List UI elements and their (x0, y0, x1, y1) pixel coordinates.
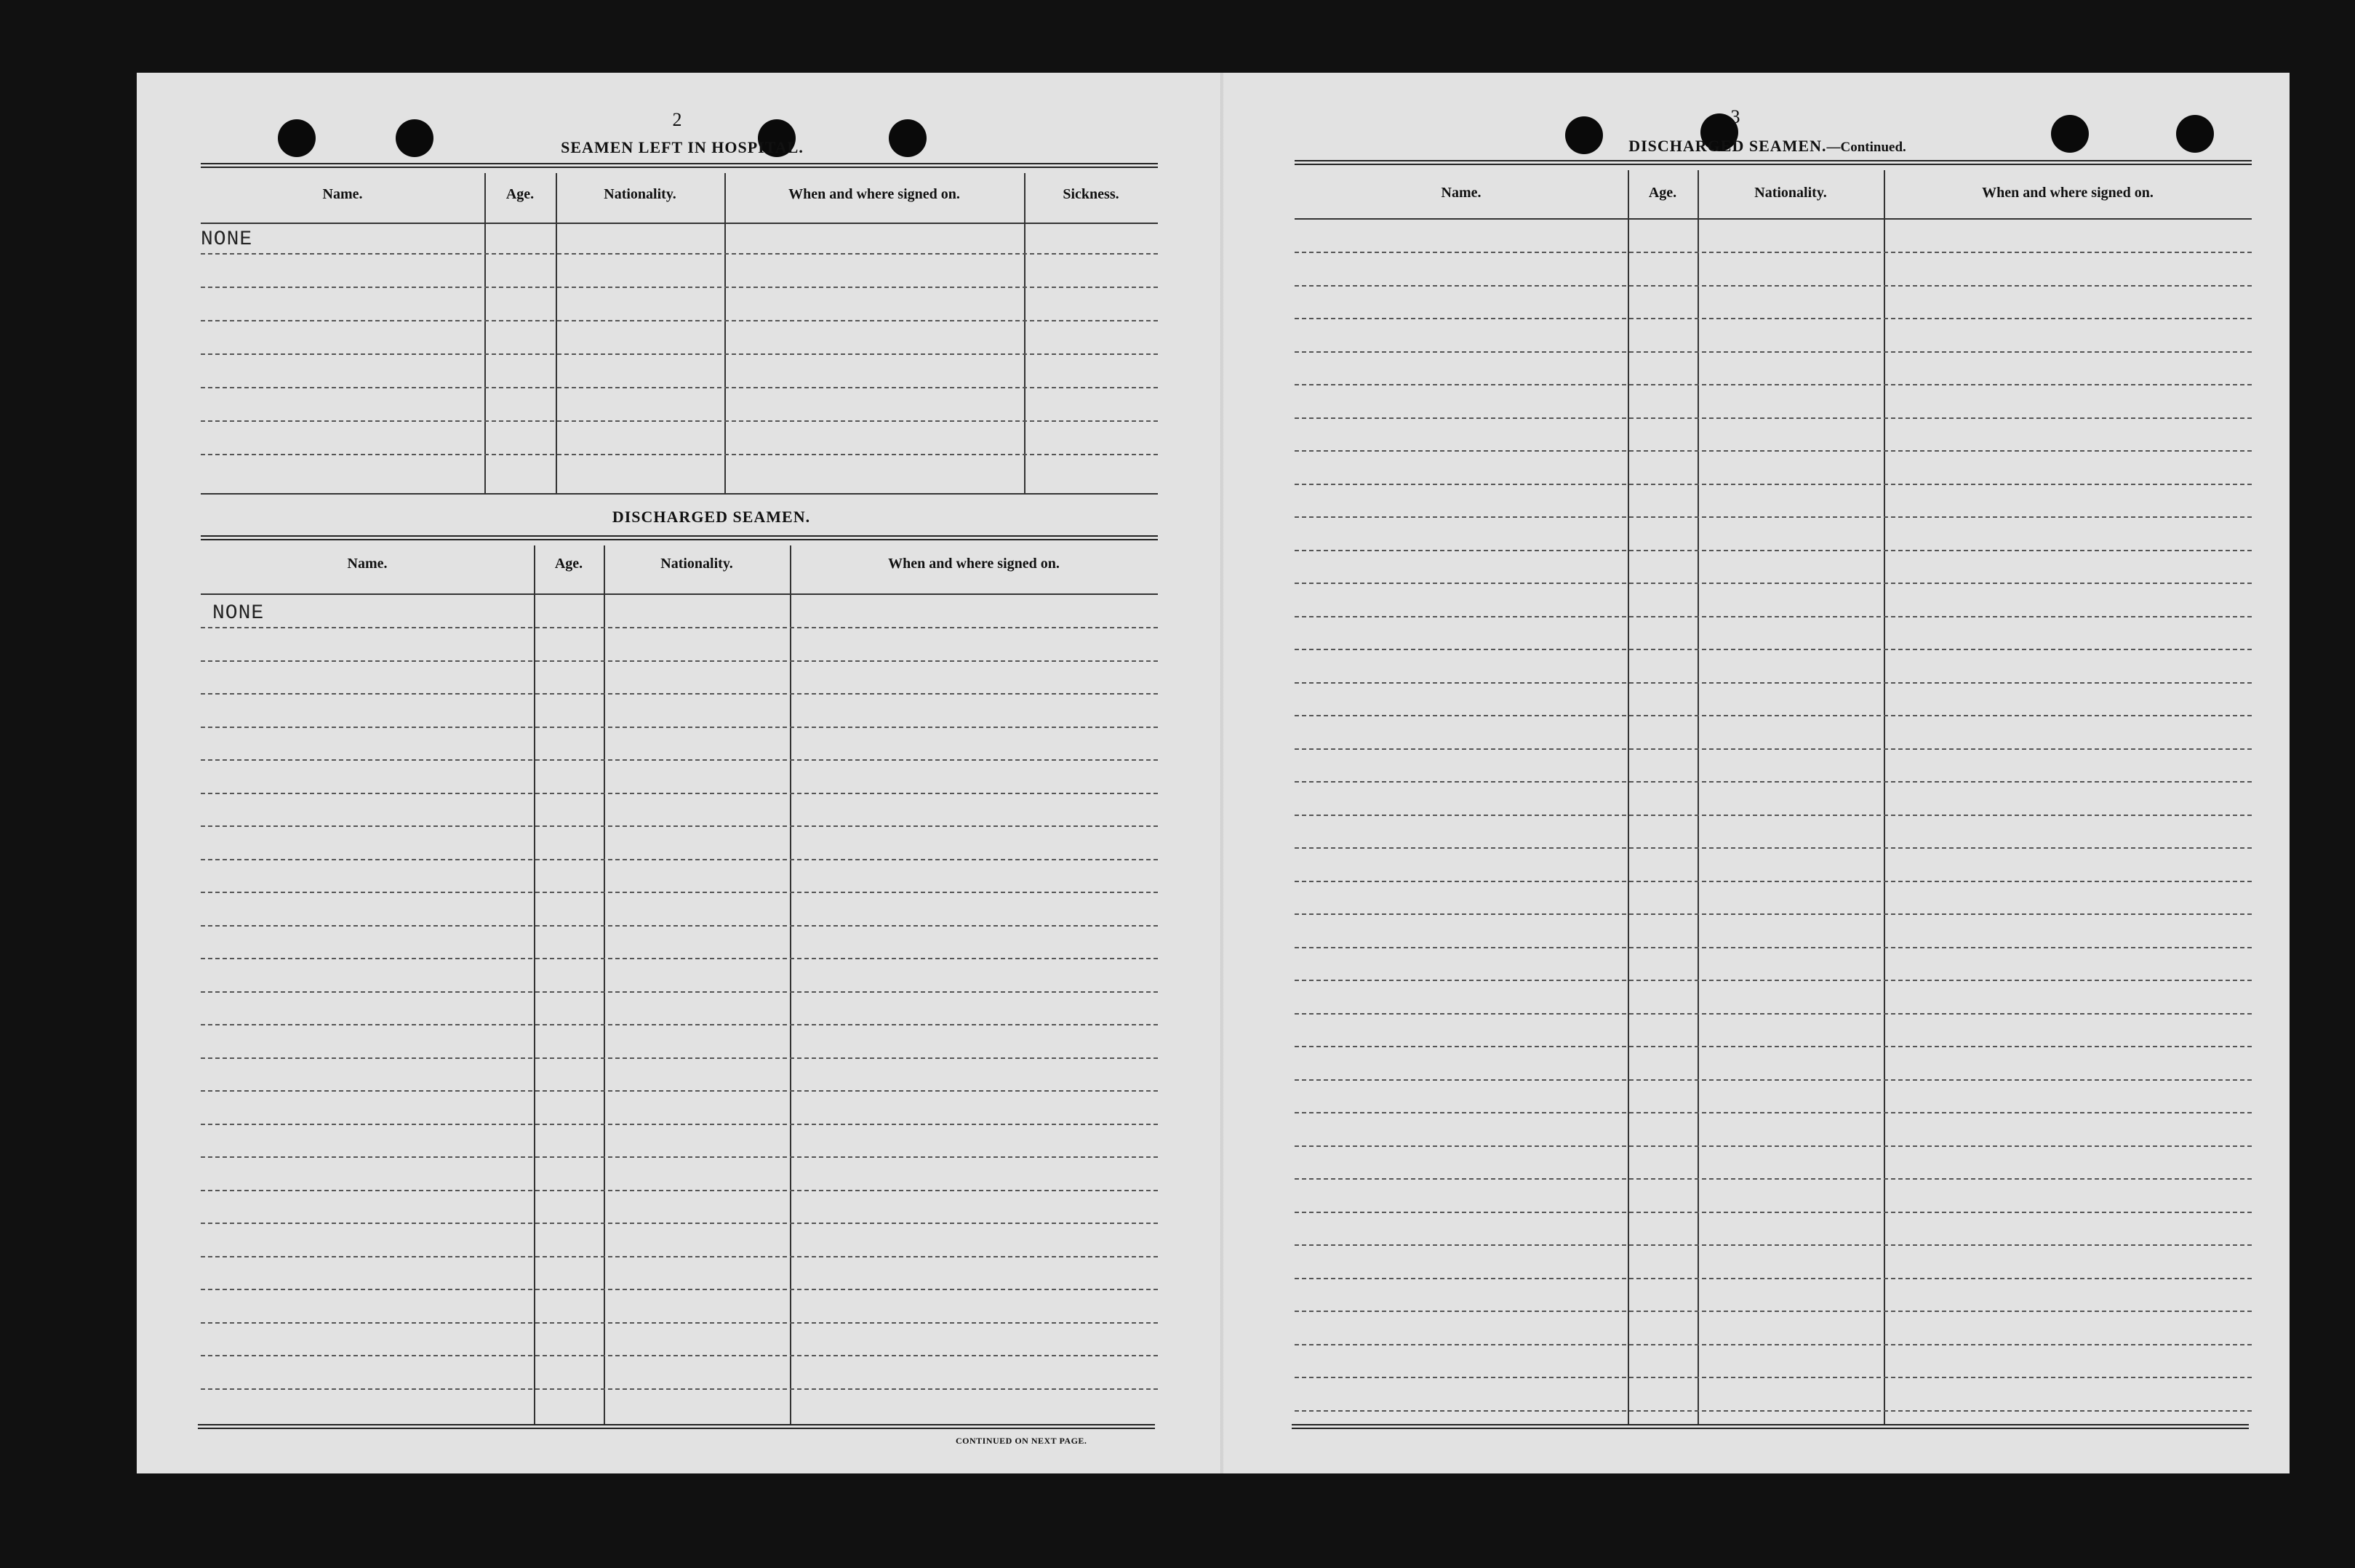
entry-line (1295, 1244, 2252, 1246)
entry-line (201, 353, 1158, 355)
entry-line (1295, 748, 2252, 750)
col-header-nationality: Nationality. (604, 186, 676, 202)
col-header-sickness: Sickness. (1063, 186, 1119, 202)
entry-line (201, 793, 1158, 794)
entry-line (201, 1124, 1158, 1125)
column-divider (604, 545, 605, 1424)
entry-line (201, 387, 1158, 388)
entry-line (201, 892, 1158, 893)
punch-hole (396, 119, 433, 157)
col-header-name: Name. (347, 556, 388, 572)
hospital-entry-none: NONE (201, 228, 253, 251)
column-divider (1628, 170, 1629, 1425)
punch-hole (2051, 115, 2089, 153)
entry-line (201, 1223, 1158, 1224)
entry-line (1295, 815, 2252, 816)
entry-line (1295, 1377, 2252, 1378)
column-divider (1024, 173, 1025, 493)
column-header-rule (201, 223, 1158, 224)
col-header-age: Age. (505, 186, 535, 202)
entry-line (1295, 1278, 2252, 1279)
entry-line (1295, 252, 2252, 253)
entry-line (201, 660, 1158, 662)
header-rule (201, 535, 1158, 540)
entry-line (1295, 781, 2252, 783)
right-section-title (1600, 137, 1935, 156)
col-header-signed-on: When and where signed on. (788, 186, 960, 202)
entry-line (1295, 450, 2252, 452)
column-header-rule (1295, 218, 2252, 220)
col-header-signed-on: When and where signed on. (888, 556, 1060, 572)
entry-line (201, 627, 1158, 628)
entry-line (1295, 1178, 2252, 1180)
continued-footer: CONTINUED ON NEXT PAGE. (956, 1436, 1087, 1446)
col-header-age: Age. (1648, 185, 1677, 201)
entry-line (1295, 351, 2252, 353)
col-header-name: Name. (1441, 185, 1482, 201)
entry-line (1295, 715, 2252, 716)
entry-line (201, 253, 1158, 255)
hospital-section-title: SEAMEN LEFT IN HOSPITAL. (561, 138, 804, 156)
entry-line (201, 693, 1158, 695)
entry-line (1295, 1311, 2252, 1312)
entry-line (201, 1156, 1158, 1158)
entry-line (201, 859, 1158, 860)
entry-line (201, 1289, 1158, 1290)
entry-line (1295, 550, 2252, 551)
entry-line (1295, 1410, 2252, 1412)
column-divider (1698, 170, 1699, 1425)
column-divider (1884, 170, 1885, 1425)
entry-line (1295, 682, 2252, 684)
entry-line (1295, 980, 2252, 981)
entry-line (1295, 1344, 2252, 1345)
entry-line (1295, 417, 2252, 419)
page-number: 2 (672, 109, 682, 130)
column-divider (556, 173, 557, 493)
entry-line (201, 1057, 1158, 1059)
col-header-name: Name. (322, 186, 363, 202)
table-bottom-rule (1292, 1424, 2249, 1429)
entry-line (201, 991, 1158, 993)
discharged-section-title: DISCHARGED SEAMEN. (612, 508, 811, 526)
column-divider (484, 173, 486, 493)
entry-line (1295, 285, 2252, 287)
entry-line (201, 320, 1158, 321)
page-number: 3 (1730, 106, 1740, 127)
entry-line (1295, 384, 2252, 385)
punch-hole (889, 119, 927, 157)
col-header-signed-on: When and where signed on. (1982, 185, 2154, 201)
entry-line (201, 287, 1158, 288)
entry-line (1295, 1212, 2252, 1213)
entry-line (1295, 913, 2252, 915)
discharged-entry-none: NONE (212, 602, 265, 625)
document-spread (137, 73, 2290, 1473)
entry-line (201, 1388, 1158, 1390)
col-header-nationality: Nationality. (660, 556, 733, 572)
entry-line (201, 925, 1158, 927)
entry-line (1295, 516, 2252, 518)
entry-line (201, 958, 1158, 959)
right-title-suffix: —Continued. (1826, 140, 1906, 155)
entry-line (1295, 318, 2252, 319)
entry-line (201, 1256, 1158, 1257)
col-header-nationality: Nationality. (1754, 185, 1827, 201)
entry-line (201, 420, 1158, 422)
entry-line (201, 1190, 1158, 1191)
entry-line (1295, 1112, 2252, 1113)
table-bottom-rule (198, 1424, 1155, 1429)
entry-line (1295, 1013, 2252, 1015)
right-title-text: DISCHARGED SEAMEN. (1628, 137, 1827, 155)
column-header-rule (201, 593, 1158, 595)
column-divider (790, 545, 791, 1424)
header-rule (1295, 160, 2252, 165)
entry-line (1295, 847, 2252, 849)
entry-line (1295, 484, 2252, 485)
entry-line (1295, 616, 2252, 617)
header-rule (201, 163, 1158, 168)
entry-line (1295, 1079, 2252, 1081)
entry-line (201, 1355, 1158, 1356)
entry-line (201, 825, 1158, 827)
column-divider (534, 545, 535, 1424)
entry-line (201, 1322, 1158, 1324)
entry-line (201, 727, 1158, 728)
column-divider (724, 173, 726, 493)
entry-line (1295, 649, 2252, 650)
right-page (1222, 73, 2290, 1473)
left-page (137, 73, 1222, 1473)
entry-line (1295, 583, 2252, 584)
entry-line (201, 1090, 1158, 1092)
section-bottom-rule (201, 493, 1158, 495)
col-header-age: Age. (554, 556, 583, 572)
entry-line (1295, 881, 2252, 882)
entry-line (201, 1024, 1158, 1025)
entry-line (1295, 1145, 2252, 1147)
entry-line (1295, 947, 2252, 948)
entry-line (201, 454, 1158, 455)
entry-line (201, 759, 1158, 761)
entry-line (1295, 1046, 2252, 1047)
punch-hole (2176, 115, 2214, 153)
punch-hole (278, 119, 316, 157)
punch-hole (1565, 116, 1603, 154)
